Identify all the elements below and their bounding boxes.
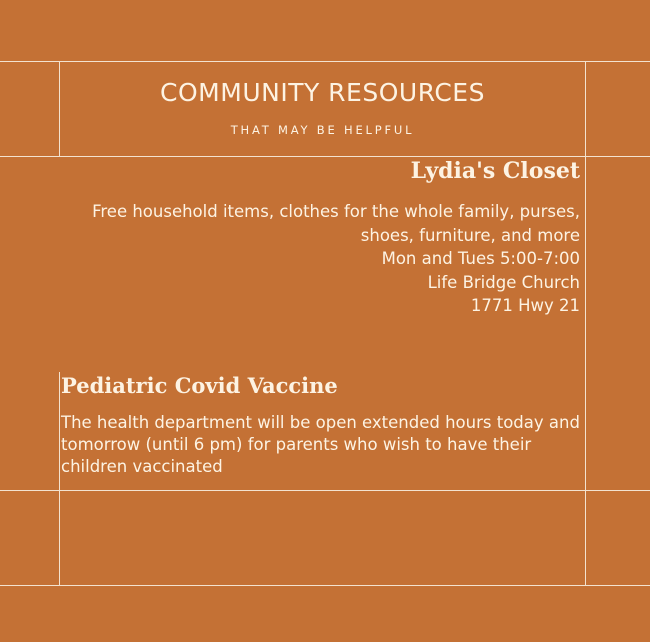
frame-line-left-top [59,61,60,157]
lydias-closet-heading: Lydia's Closet [410,158,580,184]
frame-line-left-mid [59,372,60,490]
covid-vaccine-details [61,412,591,478]
lydias-closet-details [60,200,580,318]
page-subtitle: THAT MAY BE HELPFUL [230,123,415,137]
closet-location: Life Bridge Church [427,272,580,292]
frame-line-upper [0,156,650,157]
covid-vaccine-heading: Pediatric Covid Vaccine [61,373,338,398]
closet-description-line-1: Free household items, clothes for the whole family, purses, [92,202,580,221]
frame-line-right [585,61,586,586]
frame-line-lower [0,490,650,491]
covid-line-2: tomorrow (until 6 pm) for parents who wish to have their [61,435,532,454]
covid-line-1: The health department will be open extended hours today and [61,413,580,432]
covid-line-3: children vaccinated [61,457,223,476]
page-title: COMMUNITY RESOURCES [160,78,485,107]
closet-address: 1771 Hwy 21 [470,296,580,315]
frame-line-bottom [0,585,650,586]
frame-line-left-bottom [59,490,60,586]
frame-line-top [0,61,650,62]
closet-hours: Mon and Tues 5:00-7:00 [381,249,580,268]
closet-description-line-2: shoes, furniture, and more [360,225,580,245]
